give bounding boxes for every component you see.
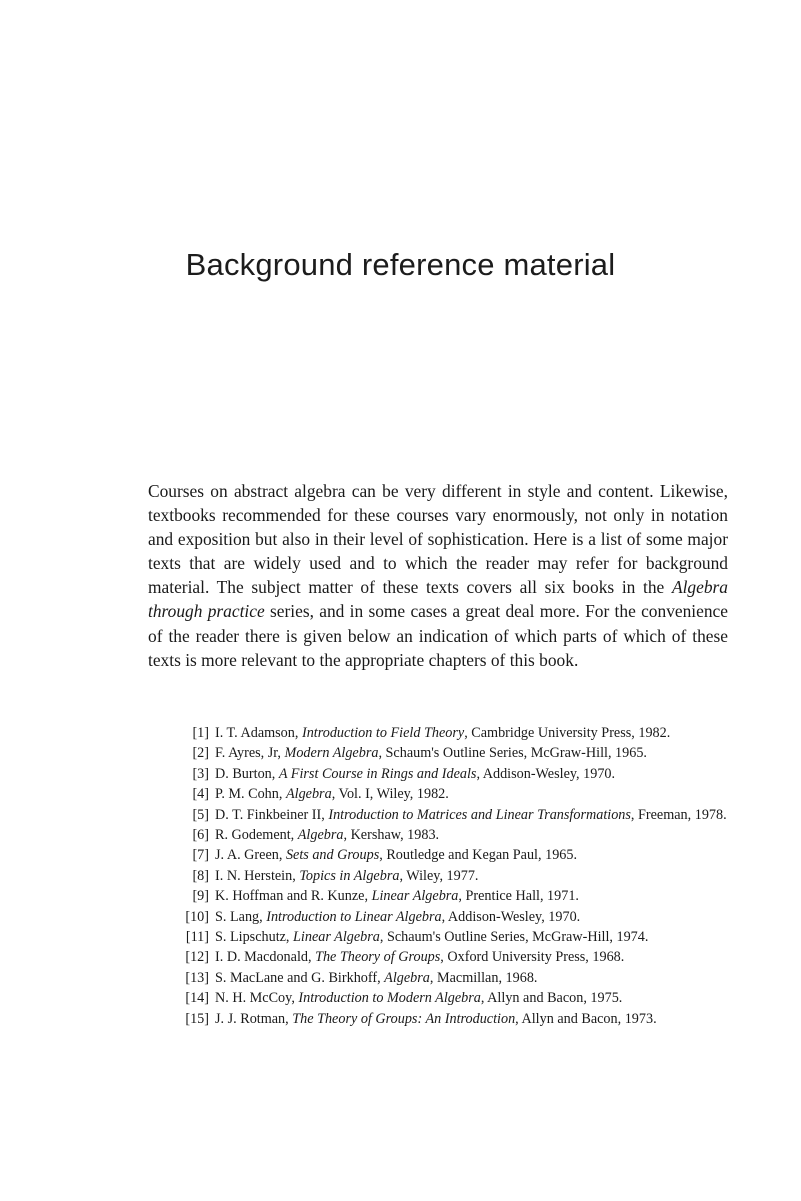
reference-author: D. T. Finkbeiner II, bbox=[215, 806, 329, 823]
reference-author: D. Burton, bbox=[215, 765, 279, 782]
reference-author: I. T. Adamson, bbox=[215, 725, 302, 741]
intro-text-part2: series, and in some cases a great deal more. For the convenience of the reader there is given below an indication of which parts of which of these texts is more relevant to the appropriate chapters of this book. bbox=[148, 601, 728, 670]
reference-publication: , Prentice Hall, 1971. bbox=[458, 888, 579, 905]
reference-publication: , Allyn and Bacon, 1973. bbox=[515, 1010, 657, 1027]
reference-publication: , Allyn and Bacon, 1975. bbox=[480, 990, 623, 1007]
reference-publication: , Routledge and Kegan Paul, 1965. bbox=[379, 847, 578, 864]
reference-number: [14] bbox=[185, 990, 209, 1007]
reference-publication: , Addison-Wesley, 1970. bbox=[441, 908, 581, 925]
reference-publication: , Schaum's Outline Series, McGraw-Hill, 1965. bbox=[378, 745, 647, 762]
reference-publication: , Kershaw, 1983. bbox=[343, 827, 440, 844]
reference-number: [5] bbox=[192, 806, 209, 823]
reference-item bbox=[176, 1009, 736, 1029]
reference-title: Introduction to Modern Algebra bbox=[298, 990, 481, 1007]
reference-title: Introduction to Field Theory bbox=[301, 725, 465, 741]
reference-title: Sets and Groups bbox=[285, 847, 380, 864]
reference-item bbox=[176, 825, 736, 845]
reference-author: S. Lang, bbox=[215, 908, 267, 925]
reference-publication: , Schaum's Outline Series, McGraw-Hill, 1974. bbox=[379, 929, 649, 946]
reference-title: Modern Algebra bbox=[284, 745, 379, 762]
reference-author: F. Ayres, Jr, bbox=[215, 745, 285, 762]
reference-title: Introduction to Linear Algebra bbox=[266, 908, 442, 925]
reference-number: [11] bbox=[185, 929, 209, 946]
reference-number: [8] bbox=[192, 867, 209, 884]
reference-author: J. A. Green, bbox=[215, 847, 286, 864]
reference-title: Introduction to Matrices and Linear Transformations bbox=[328, 806, 631, 823]
reference-title: A First Course in Rings and Ideals bbox=[278, 765, 477, 782]
reference-title: Algebra bbox=[297, 827, 344, 844]
reference-item bbox=[176, 907, 736, 927]
reference-item bbox=[176, 784, 736, 804]
reference-item bbox=[176, 947, 736, 967]
page-title: Background reference material bbox=[185, 247, 616, 282]
reference-item bbox=[176, 723, 736, 743]
reference-number: [9] bbox=[192, 888, 209, 905]
reference-title: Algebra bbox=[384, 969, 430, 986]
reference-number: [1] bbox=[192, 725, 209, 741]
reference-title: The Theory of Groups bbox=[315, 949, 441, 966]
reference-number: [12] bbox=[185, 949, 209, 966]
reference-item bbox=[176, 988, 736, 1008]
intro-paragraph bbox=[148, 479, 728, 672]
reference-number: [7] bbox=[192, 847, 209, 864]
reference-title: Algebra bbox=[285, 786, 332, 803]
reference-item bbox=[176, 743, 736, 763]
reference-author: N. H. McCoy, bbox=[215, 990, 299, 1007]
reference-title: Linear Algebra bbox=[371, 888, 459, 905]
reference-publication: , Freeman, 1978. bbox=[630, 806, 727, 823]
reference-publication: , Oxford University Press, 1968. bbox=[440, 949, 625, 966]
intro-text-part1: Courses on abstract algebra can be very different in style and content. Likewise, textbooks recommended for these courses vary enormously, not only in notation and exposition but also in their level of sophistication. Here is a list of some major texts that are widely used and to which the reader may refer for background material. The subject matter of these texts covers all six books in the bbox=[148, 481, 728, 598]
reference-item bbox=[176, 805, 736, 825]
reference-author: I. D. Macdonald, bbox=[215, 949, 316, 966]
reference-publication: , Addison-Wesley, 1970. bbox=[476, 765, 616, 782]
reference-title: The Theory of Groups: An Introduction bbox=[292, 1010, 516, 1027]
reference-item bbox=[176, 845, 736, 865]
reference-author: P. M. Cohn, bbox=[215, 786, 286, 803]
reference-list bbox=[176, 723, 736, 1029]
reference-author: J. J. Rotman, bbox=[215, 1010, 293, 1027]
reference-author: I. N. Herstein, bbox=[215, 867, 300, 884]
reference-number: [3] bbox=[192, 765, 209, 782]
reference-item bbox=[176, 968, 736, 988]
reference-title: Linear Algebra bbox=[293, 929, 380, 946]
reference-author: K. Hoffman and R. Kunze, bbox=[215, 888, 372, 905]
reference-number: [13] bbox=[185, 969, 209, 986]
reference-item bbox=[176, 866, 736, 886]
reference-publication: , Macmillan, 1968. bbox=[429, 969, 538, 986]
reference-author: S. MacLane and G. Birkhoff, bbox=[215, 969, 385, 986]
reference-publication: , Vol. I, Wiley, 1982. bbox=[331, 786, 449, 803]
reference-number: [6] bbox=[192, 827, 209, 844]
reference-item bbox=[176, 927, 736, 947]
reference-author: S. Lipschutz, bbox=[215, 929, 294, 946]
reference-number: [15] bbox=[185, 1010, 209, 1027]
reference-number: [10] bbox=[185, 908, 209, 925]
reference-title: Topics in Algebra bbox=[299, 867, 400, 884]
reference-author: R. Godement, bbox=[215, 827, 298, 844]
reference-publication: , Cambridge University Press, 1982. bbox=[464, 725, 671, 741]
series-title: Algebra through practice bbox=[148, 577, 728, 622]
reference-item bbox=[176, 886, 736, 906]
reference-publication: , Wiley, 1977. bbox=[399, 867, 479, 884]
reference-item bbox=[176, 764, 736, 784]
reference-number: [2] bbox=[192, 745, 209, 762]
reference-number: [4] bbox=[192, 786, 209, 803]
